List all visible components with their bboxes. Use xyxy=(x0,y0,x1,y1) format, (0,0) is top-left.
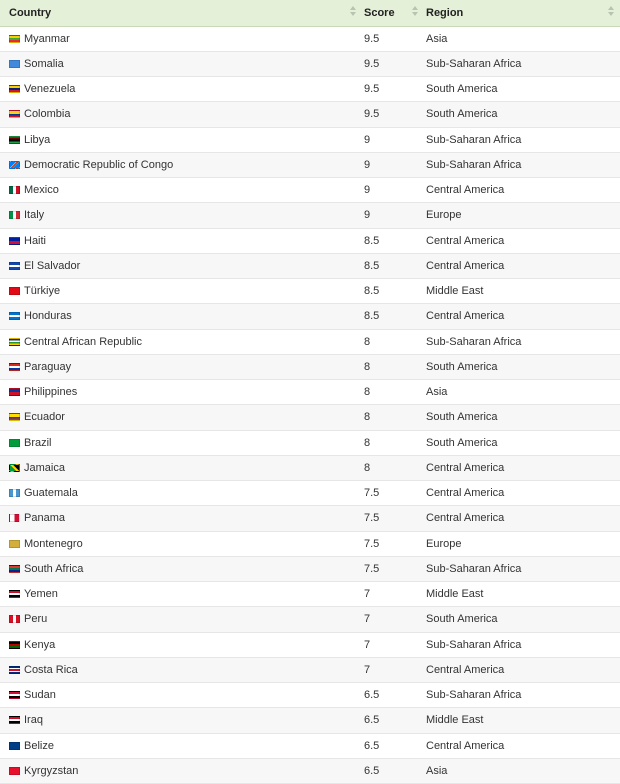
cell-country xyxy=(0,556,362,581)
country-name: Haiti xyxy=(24,234,47,247)
column-header-region[interactable] xyxy=(424,0,620,26)
table-row xyxy=(0,380,620,405)
cell-country xyxy=(0,279,362,304)
cell-region: South America xyxy=(424,354,620,379)
flag-icon xyxy=(9,666,20,674)
flag-icon xyxy=(9,439,20,447)
table-row xyxy=(0,455,620,480)
column-header-score[interactable] xyxy=(362,0,424,26)
country-name: Peru xyxy=(24,613,48,626)
cell-country xyxy=(0,178,362,203)
table-row xyxy=(0,506,620,531)
table-row xyxy=(0,354,620,379)
table-row xyxy=(0,127,620,152)
flag-icon xyxy=(9,641,20,649)
flag-icon xyxy=(9,716,20,724)
country-name: Mexico xyxy=(24,184,59,197)
flag-icon xyxy=(9,413,20,421)
flag-icon xyxy=(9,590,20,598)
cell-score: 6.5 xyxy=(362,708,424,733)
cell-score: 7.5 xyxy=(362,506,424,531)
cell-region: Central America xyxy=(424,455,620,480)
table-row xyxy=(0,683,620,708)
cell-score: 8 xyxy=(362,405,424,430)
country-name: Guatemala xyxy=(24,487,78,500)
cell-country xyxy=(0,506,362,531)
column-header-label: Country xyxy=(9,6,52,19)
cell-region: Central America xyxy=(424,733,620,758)
cell-score: 8 xyxy=(362,430,424,455)
cell-score: 7 xyxy=(362,582,424,607)
cell-score: 8.5 xyxy=(362,279,424,304)
cell-country xyxy=(0,582,362,607)
country-name: Philippines xyxy=(24,386,78,399)
table-row xyxy=(0,632,620,657)
cell-score: 6.5 xyxy=(362,683,424,708)
country-name: Ecuador xyxy=(24,411,65,424)
table-row xyxy=(0,531,620,556)
cell-country xyxy=(0,253,362,278)
cell-score: 8 xyxy=(362,354,424,379)
table-row xyxy=(0,77,620,102)
cell-country xyxy=(0,152,362,177)
cell-country xyxy=(0,380,362,405)
country-name: Democratic Republic of Congo xyxy=(24,158,174,171)
table-row xyxy=(0,203,620,228)
cell-score: 9 xyxy=(362,203,424,228)
table-row xyxy=(0,26,620,51)
country-name: Libya xyxy=(24,133,51,146)
flag-icon xyxy=(9,464,20,472)
cell-country xyxy=(0,632,362,657)
table-body xyxy=(0,26,620,784)
country-name: Türkiye xyxy=(24,285,61,298)
cell-region: Sub-Saharan Africa xyxy=(424,152,620,177)
flag-icon xyxy=(9,388,20,396)
cell-score: 9.5 xyxy=(362,77,424,102)
cell-score: 8.5 xyxy=(362,253,424,278)
cell-region: South America xyxy=(424,77,620,102)
cell-region: Sub-Saharan Africa xyxy=(424,556,620,581)
flag-icon xyxy=(9,85,20,93)
sort-icon[interactable] xyxy=(350,6,356,16)
cell-region: Sub-Saharan Africa xyxy=(424,683,620,708)
table-row xyxy=(0,279,620,304)
country-name: Honduras xyxy=(24,310,72,323)
country-name: Myanmar xyxy=(24,32,70,45)
cell-score: 8.5 xyxy=(362,304,424,329)
cell-score: 7.5 xyxy=(362,556,424,581)
country-name: Yemen xyxy=(24,588,58,601)
table-row xyxy=(0,405,620,430)
cell-country xyxy=(0,203,362,228)
country-name: Venezuela xyxy=(24,83,76,96)
cell-region: Europe xyxy=(424,531,620,556)
flag-icon xyxy=(9,615,20,623)
flag-icon xyxy=(9,262,20,270)
cell-country xyxy=(0,354,362,379)
cell-region: Sub-Saharan Africa xyxy=(424,632,620,657)
flag-icon xyxy=(9,136,20,144)
cell-country xyxy=(0,51,362,76)
flag-icon xyxy=(9,186,20,194)
cell-country xyxy=(0,758,362,783)
country-name: Belize xyxy=(24,739,54,752)
table-row xyxy=(0,607,620,632)
table-row xyxy=(0,556,620,581)
flag-icon xyxy=(9,514,20,522)
table-row xyxy=(0,329,620,354)
country-name: El Salvador xyxy=(24,259,81,272)
table-row xyxy=(0,304,620,329)
flag-icon xyxy=(9,363,20,371)
country-name: Costa Rica xyxy=(24,663,78,676)
cell-region: Central America xyxy=(424,253,620,278)
cell-country xyxy=(0,531,362,556)
cell-region: Europe xyxy=(424,203,620,228)
cell-country xyxy=(0,733,362,758)
cell-score: 9.5 xyxy=(362,51,424,76)
cell-region: South America xyxy=(424,430,620,455)
cell-region: Middle East xyxy=(424,708,620,733)
flag-icon xyxy=(9,767,20,775)
cell-region: Asia xyxy=(424,380,620,405)
cell-region: Sub-Saharan Africa xyxy=(424,127,620,152)
cell-region: Central America xyxy=(424,178,620,203)
cell-score: 7.5 xyxy=(362,531,424,556)
cell-country xyxy=(0,102,362,127)
cell-country xyxy=(0,430,362,455)
table-row xyxy=(0,733,620,758)
flag-icon xyxy=(9,742,20,750)
cell-region: Middle East xyxy=(424,582,620,607)
cell-score: 6.5 xyxy=(362,758,424,783)
cell-score: 7 xyxy=(362,657,424,682)
cell-region: Middle East xyxy=(424,279,620,304)
table-row xyxy=(0,253,620,278)
cell-region: Asia xyxy=(424,26,620,51)
table-row xyxy=(0,102,620,127)
column-header-label: Score xyxy=(364,6,395,19)
country-name: Italy xyxy=(24,209,45,222)
table-row xyxy=(0,708,620,733)
cell-country xyxy=(0,683,362,708)
table-row xyxy=(0,481,620,506)
sort-icon[interactable] xyxy=(608,6,614,16)
table-row xyxy=(0,228,620,253)
cell-country xyxy=(0,127,362,152)
cell-country xyxy=(0,708,362,733)
cell-score: 8 xyxy=(362,329,424,354)
cell-country xyxy=(0,26,362,51)
flag-icon xyxy=(9,489,20,497)
flag-icon xyxy=(9,35,20,43)
sort-icon[interactable] xyxy=(412,6,418,16)
table-row xyxy=(0,758,620,783)
country-name: Brazil xyxy=(24,436,52,449)
cell-score: 9.5 xyxy=(362,26,424,51)
cell-score: 8 xyxy=(362,380,424,405)
cell-score: 9.5 xyxy=(362,102,424,127)
country-name: Kenya xyxy=(24,638,56,651)
country-name: South Africa xyxy=(24,562,84,575)
country-name: Somalia xyxy=(24,57,64,70)
country-name: Central African Republic xyxy=(24,335,143,348)
column-header-country[interactable] xyxy=(0,0,362,26)
cell-region: Sub-Saharan Africa xyxy=(424,51,620,76)
flag-icon xyxy=(9,312,20,320)
cell-region: South America xyxy=(424,102,620,127)
table-row xyxy=(0,582,620,607)
table-row xyxy=(0,178,620,203)
country-name: Paraguay xyxy=(24,360,72,373)
cell-region: Central America xyxy=(424,304,620,329)
cell-country xyxy=(0,77,362,102)
flag-icon xyxy=(9,691,20,699)
table-row xyxy=(0,152,620,177)
cell-region: Central America xyxy=(424,228,620,253)
cell-score: 9 xyxy=(362,152,424,177)
header-row xyxy=(0,0,620,26)
cell-region: Central America xyxy=(424,657,620,682)
country-name: Jamaica xyxy=(24,461,65,474)
table-row xyxy=(0,657,620,682)
cell-region: South America xyxy=(424,607,620,632)
country-name: Montenegro xyxy=(24,537,83,550)
cell-region: Central America xyxy=(424,506,620,531)
flag-icon xyxy=(9,110,20,118)
cell-country xyxy=(0,405,362,430)
country-name: Colombia xyxy=(24,108,71,121)
cell-score: 9 xyxy=(362,127,424,152)
cell-region: Central America xyxy=(424,481,620,506)
cell-country xyxy=(0,481,362,506)
country-name: Sudan xyxy=(24,689,56,702)
cell-region: South America xyxy=(424,405,620,430)
cell-country xyxy=(0,228,362,253)
cell-score: 8 xyxy=(362,455,424,480)
cell-country xyxy=(0,607,362,632)
cell-country xyxy=(0,657,362,682)
flag-icon xyxy=(9,161,20,169)
cell-score: 6.5 xyxy=(362,733,424,758)
cell-score: 9 xyxy=(362,178,424,203)
country-name: Panama xyxy=(24,512,65,525)
flag-icon xyxy=(9,287,20,295)
country-name: Iraq xyxy=(24,714,43,727)
cell-region: Asia xyxy=(424,758,620,783)
cell-region: Sub-Saharan Africa xyxy=(424,329,620,354)
flag-icon xyxy=(9,540,20,548)
cell-country xyxy=(0,304,362,329)
table-row xyxy=(0,51,620,76)
table-row xyxy=(0,430,620,455)
cell-score: 8.5 xyxy=(362,228,424,253)
country-name: Kyrgyzstan xyxy=(24,764,79,777)
cell-score: 7 xyxy=(362,632,424,657)
flag-icon xyxy=(9,338,20,346)
flag-icon xyxy=(9,237,20,245)
flag-icon xyxy=(9,565,20,573)
cell-score: 7 xyxy=(362,607,424,632)
column-header-label: Region xyxy=(426,6,464,19)
cell-country xyxy=(0,329,362,354)
flag-icon xyxy=(9,211,20,219)
cell-country xyxy=(0,455,362,480)
cell-score: 7.5 xyxy=(362,481,424,506)
flag-icon xyxy=(9,60,20,68)
